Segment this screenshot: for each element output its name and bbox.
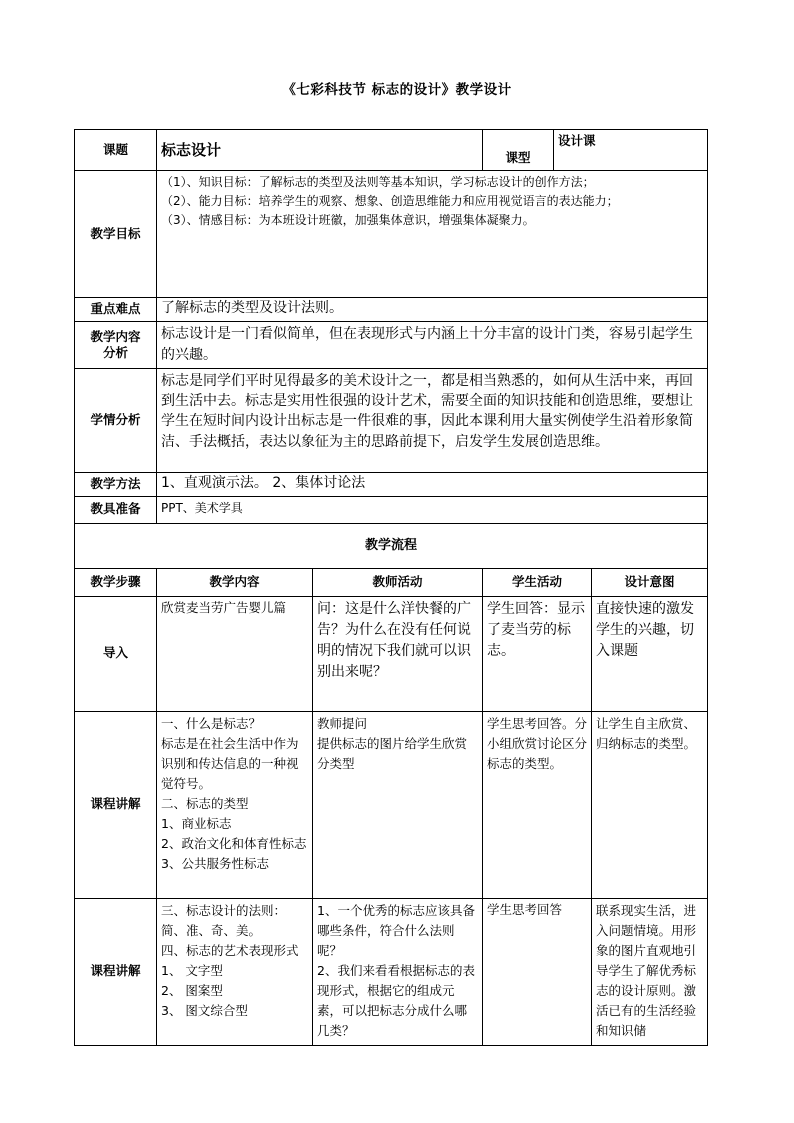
methods-value: 1、直观演示法。 2、集体讨论法 — [157, 472, 708, 496]
key-points-label: 重点难点 — [75, 298, 157, 322]
objectives-content — [157, 171, 708, 298]
flow-header-row — [75, 568, 708, 596]
objective-item: （2）、能力目标：培养学生的观察、想象、创造思维能力和应用视觉语言的表达能力； — [161, 194, 619, 209]
materials-row — [75, 496, 708, 523]
lesson-type-value: 设计课 — [554, 130, 708, 171]
content-analysis-label: 教学内容 分析 — [75, 321, 157, 368]
flow-teacher: 1、一个优秀的标志应该具备哪些条件，符合什么法则呢？ 2、我们来看看根据标志的表现形式，根据它的组成元素，可以把标志分成什么哪几类？ — [313, 898, 483, 1045]
flow-title: 教学流程 — [75, 523, 708, 568]
flow-teacher: 教师提问 提供标志的图片给学生欣赏分类型 — [313, 711, 483, 898]
materials-label: 教具准备 — [75, 496, 157, 523]
lesson-plan-table — [74, 129, 708, 1046]
topic-row — [75, 130, 708, 171]
key-points-value: 了解标志的类型及设计法则。 — [157, 298, 708, 322]
methods-row — [75, 472, 708, 496]
flow-student: 学生思考回答。分小组欣赏讨论区分标志的类型。 — [483, 711, 592, 898]
key-points-row — [75, 298, 708, 322]
flow-row — [75, 596, 708, 711]
student-analysis-label: 学情分析 — [75, 368, 157, 472]
flow-title-row — [75, 523, 708, 568]
objective-item: （3）、情感目标：为本班设计班徽，加强集体意识，增强集体凝聚力。 — [161, 213, 535, 228]
flow-student: 学生思考回答 — [483, 898, 592, 1045]
flow-header-teacher: 教师活动 — [313, 568, 483, 596]
objective-item: （1）、知识目标：了解标志的类型及法则等基本知识，学习标志设计的创作方法； — [161, 175, 595, 189]
flow-content: 一、什么是标志？ 标志是在社会生活中作为识别和传达信息的一种视觉符号。 二、标志的类型 1、商业标志 2、政治文化和体育性标志 3、公共服务性标志 — [157, 711, 313, 898]
flow-row — [75, 711, 708, 898]
flow-student: 学生回答：显示了麦当劳的标志。 — [483, 596, 592, 711]
flow-content: 欣赏麦当劳广告婴儿篇 — [157, 596, 313, 711]
student-analysis-row — [75, 368, 708, 472]
flow-step: 课程讲解 — [75, 898, 157, 1045]
lesson-type-label: 课型 — [483, 130, 554, 171]
methods-label: 教学方法 — [75, 472, 157, 496]
flow-step: 导入 — [75, 596, 157, 711]
flow-header-student: 学生活动 — [483, 568, 592, 596]
student-analysis-value: 标志是同学们平时见得最多的美术设计之一，都是相当熟悉的，如何从生活中来，再回到生活中去。标志是实用性很强的设计艺术，需要全面的知识技能和创造思维，要想让学生在短时间内设计出标志是一件很难的事，因此本课利用大量实例使学生沿着形象简洁、手法概括，表达以象征为主的思路前提下，启发学生发展创造思维。 — [157, 368, 708, 472]
flow-header-intent: 设计意图 — [592, 568, 708, 596]
content-analysis-row — [75, 321, 708, 368]
flow-content: 三、标志设计的法则：简、准、奇、美。 四、标志的艺术表现形式 1、 文字型 2、 图案型 3、 图文综合型 — [157, 898, 313, 1045]
flow-intent: 让学生自主欣赏、归纳标志的类型。 — [592, 711, 708, 898]
materials-value: PPT、美术学具 — [157, 496, 708, 523]
content-analysis-value: 标志设计是一门看似简单，但在表现形式与内涵上十分丰富的设计门类，容易引起学生的兴趣。 — [157, 321, 708, 368]
flow-header-content: 教学内容 — [157, 568, 313, 596]
flow-intent: 联系现实生活，进入问题情境。用形象的图片直观地引导学生了解优秀标志的设计原则。激活已有的生活经验和知识储 — [592, 898, 708, 1045]
flow-row — [75, 898, 708, 1045]
topic-label: 课题 — [75, 130, 157, 171]
flow-header-step: 教学步骤 — [75, 568, 157, 596]
flow-teacher: 问：这是什么洋快餐的广告？为什么在没有任何说明的情况下我们就可以识别出来呢？ — [313, 596, 483, 711]
objectives-label: 教学目标 — [75, 171, 157, 298]
flow-step: 课程讲解 — [75, 711, 157, 898]
objectives-row — [75, 171, 708, 298]
topic-value: 标志设计 — [157, 130, 483, 171]
document-title: 《七彩科技节 标志的设计》教学设计 — [282, 82, 512, 98]
flow-intent: 直接快速的激发学生的兴趣，切入课题 — [592, 596, 708, 711]
